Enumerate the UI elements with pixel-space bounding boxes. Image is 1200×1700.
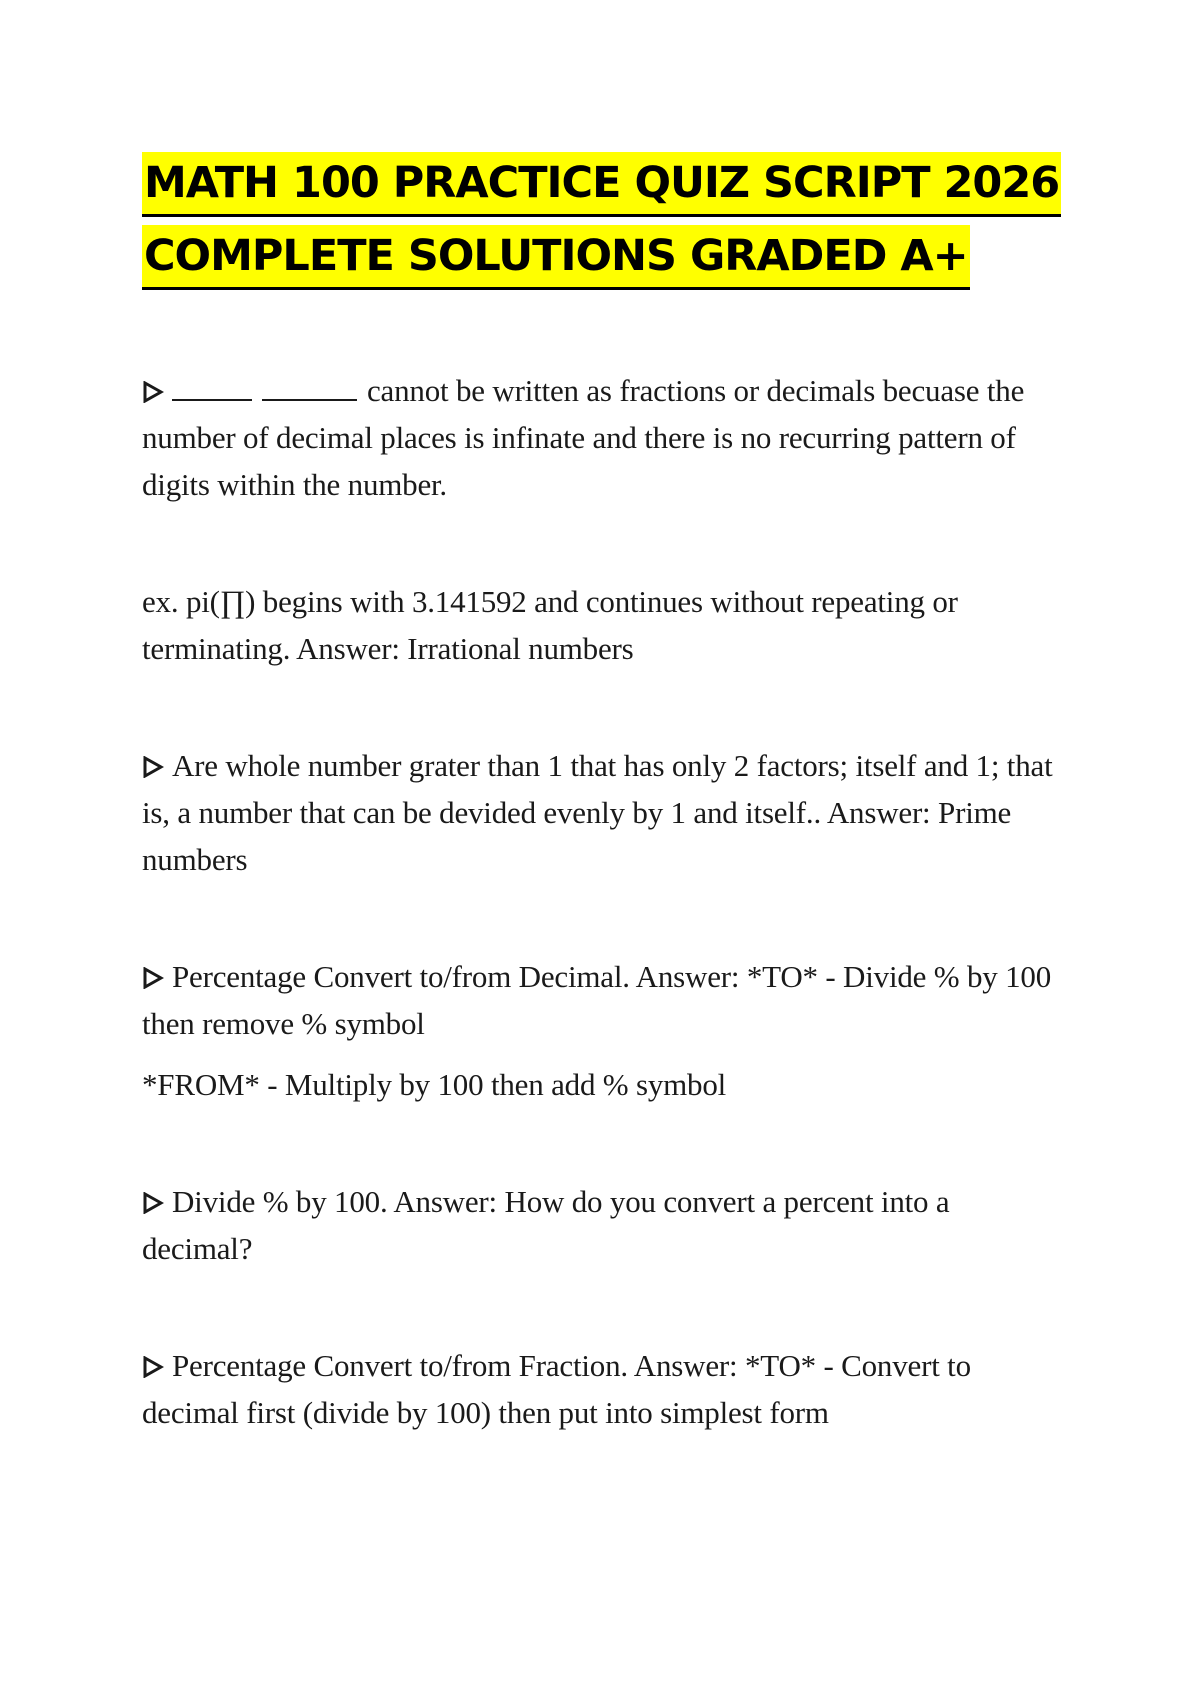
- title-line-2: COMPLETE SOLUTIONS GRADED A+: [142, 225, 970, 290]
- quiz-item-4: [142, 1178, 1062, 1272]
- document-body: [142, 367, 1062, 1436]
- quiz-item-2: [142, 742, 1062, 883]
- answer-blank: [172, 373, 252, 401]
- quiz-item-example: [142, 578, 1062, 672]
- quiz-item-5: [142, 1342, 1062, 1436]
- quiz-item-continuation-text: *FROM* - Multiply by 100 then add % symbol: [142, 1067, 727, 1102]
- quiz-item-text: Divide % by 100. Answer: How do you convert a percent into a decimal?: [142, 1184, 950, 1266]
- quiz-item-3: [142, 953, 1062, 1047]
- quiz-item-3-continuation: [142, 1061, 1062, 1108]
- triangle-arrow-right-icon: [142, 1178, 166, 1225]
- quiz-item-text: Are whole number grater than 1 that has only 2 factors; itself and 1; that is, a number that can be devided evenly by 1 and itself.. Answer: Prime numbers: [142, 748, 1053, 877]
- triangle-arrow-right-icon: [142, 742, 166, 789]
- triangle-arrow-right-icon: [142, 367, 166, 414]
- quiz-item-1: [142, 367, 1062, 508]
- title-line-1: MATH 100 PRACTICE QUIZ SCRIPT 2026: [142, 152, 1061, 217]
- quiz-item-text: ex. pi(∏) begins with 3.141592 and continues without repeating or terminating. Answer: Irrational numbers: [142, 584, 958, 666]
- quiz-item-text: Percentage Convert to/from Fraction. Answer: *TO* - Convert to decimal first (divide by 100) then put into simplest form: [142, 1348, 971, 1430]
- triangle-arrow-right-icon: [142, 1342, 166, 1389]
- quiz-item-text: Percentage Convert to/from Decimal. Answer: *TO* - Divide % by 100 then remove % symbol: [142, 959, 1051, 1041]
- triangle-arrow-right-icon: [142, 953, 166, 1000]
- quiz-item-text: cannot be written as fractions or decimals becuase the number of decimal places is infinate and there is no recurring pattern of digits within the number.: [142, 373, 1025, 502]
- answer-blank: [262, 373, 357, 401]
- document-title: [142, 152, 1060, 298]
